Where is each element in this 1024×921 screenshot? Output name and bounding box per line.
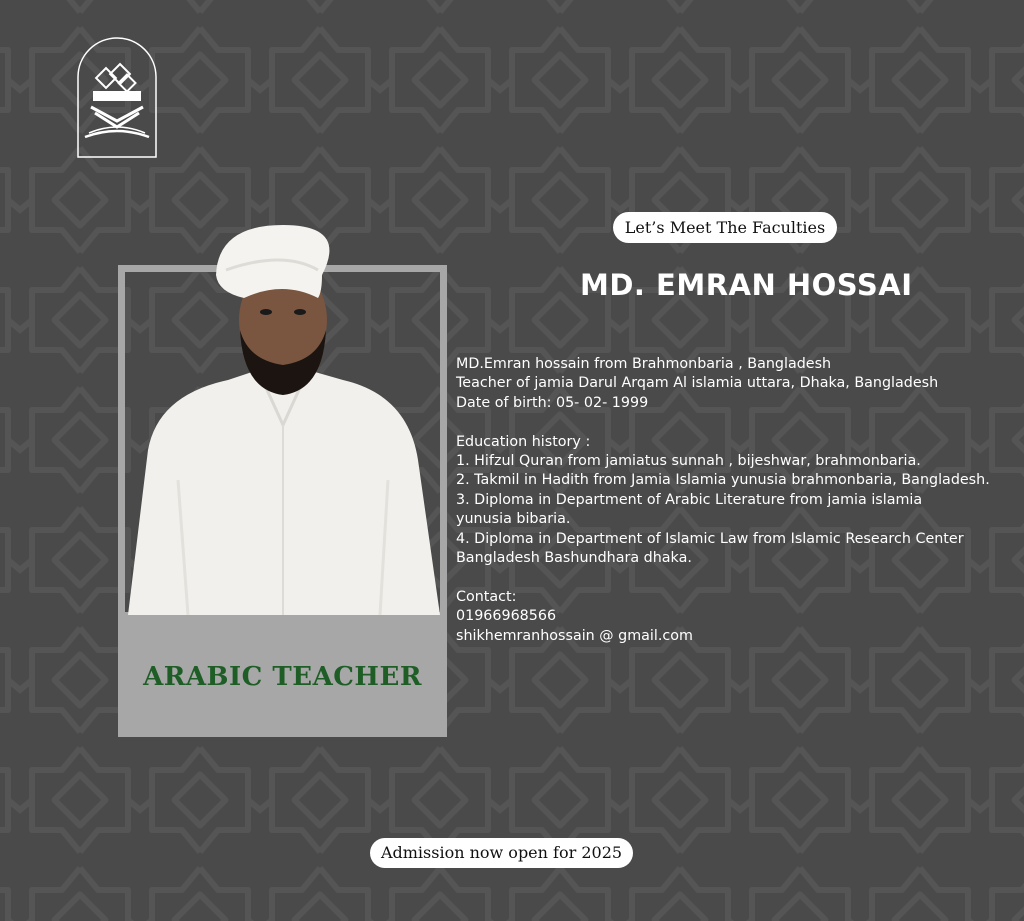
bio-dob: Date of birth: 05- 02- 1999 bbox=[456, 394, 649, 411]
bio-section bbox=[456, 355, 1022, 646]
admission-pill: Admission now open for 2025 bbox=[370, 838, 633, 868]
tagline-pill: Let’s Meet The Faculties bbox=[613, 212, 837, 243]
contact-heading: Contact: bbox=[456, 588, 517, 605]
madrasa-logo-icon bbox=[77, 37, 157, 158]
role-label: ARABIC TEACHER bbox=[143, 662, 422, 692]
education-item: 1. Hifzul Quran from jamiatus sunnah , bijeshwar, brahmonbaria. bbox=[456, 453, 921, 470]
contact-email: shikhemranhossain @ gmail.com bbox=[456, 627, 693, 644]
faculty-portrait bbox=[118, 220, 447, 615]
education-item: 3. Diploma in Department of Arabic Literature from jamia islamia bbox=[456, 491, 923, 508]
education-item: 2. Takmil in Hadith from Jamia Islamia yunusia brahmonbaria, Bangladesh. bbox=[456, 472, 990, 489]
education-item: 4. Diploma in Department of Islamic Law from Islamic Research Center bbox=[456, 530, 964, 547]
bio-origin: MD.Emran hossain from Brahmonbaria , Bangladesh bbox=[456, 356, 832, 372]
education-item: yunusia bibaria. bbox=[456, 511, 571, 528]
education-item: Bangladesh Bashundhara dhaka. bbox=[456, 550, 692, 567]
bio-position: Teacher of jamia Darul Arqam Al islamia uttara, Dhaka, Bangladesh bbox=[456, 375, 939, 392]
contact-phone: 01966968566 bbox=[456, 608, 557, 625]
faculty-name: MD. EMRAN HOSSAI bbox=[580, 268, 913, 302]
education-heading: Education history : bbox=[456, 433, 591, 450]
